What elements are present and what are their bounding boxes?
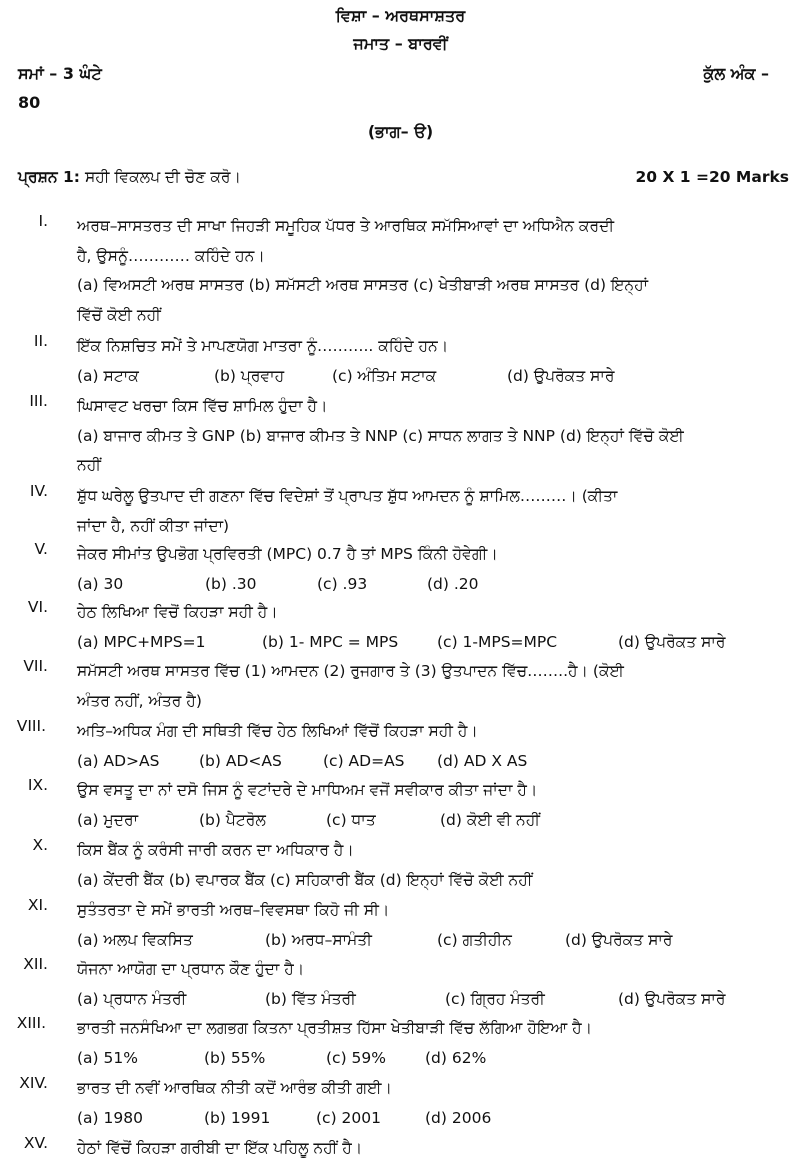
question-number: XIII. bbox=[16, 1014, 46, 1032]
question-text-line: ਜੇਕਰ ਸੀਮਾਂਤ ਉਪਭੋਗ ਪ੍ਰਵਿਰਤੀ (MPC) 0.7 ਹੈ ਤਾਂ MPS ਕਿੰਨੀ ਹੋਵੇਗੀ। bbox=[77, 545, 498, 563]
option-item: (b) ਪੈਟਰੋਲ bbox=[199, 810, 266, 829]
option-item: (c) ਧਾਤ bbox=[326, 810, 376, 829]
question-text-line: ਹੇਠਾਂ ਵਿੱਚੋਂ ਕਿਹੜਾ ਗਰੀਬੀ ਦਾ ਇੱਕ ਪਹਿਲੂ ਨਹੀਂ ਹੈ। bbox=[77, 1139, 363, 1157]
option-item: (b) 1991 bbox=[204, 1108, 271, 1127]
total-marks-value: 80 bbox=[18, 93, 41, 112]
section-prompt-text: ਸਹੀ ਵਿਕਲਪ ਦੀ ਚੋਣ ਕਰੋ। bbox=[84, 168, 241, 186]
option-item: (d) .20 bbox=[427, 574, 479, 593]
question-text-line: ਯੋਜਨਾ ਆਯੋਗ ਦਾ ਪ੍ਰਧਾਨ ਕੌਣ ਹੁੰਦਾ ਹੈ। bbox=[77, 960, 305, 978]
option-item: (c) 1-MPS=MPC bbox=[437, 632, 558, 651]
question-text-line: ਘਿਸਾਵਟ ਖਰਚਾ ਕਿਸ ਵਿੱਚ ਸ਼ਾਮਿਲ ਹੁੰਦਾ ਹੈ। bbox=[77, 397, 328, 415]
question-number: X. bbox=[32, 836, 48, 854]
option-item: (d) ਉਪਰੋਕਤ ਸਾਰੇ bbox=[507, 366, 615, 385]
question-number: IX. bbox=[27, 776, 48, 794]
option-item: (a) ਮੁਦਰਾ bbox=[77, 810, 139, 829]
option-item: (c) .93 bbox=[317, 574, 368, 593]
option-line: (a) ਕੇਂਦਰੀ ਬੈਂਕ (b) ਵਪਾਰਕ ਬੈਂਕ (c) ਸਹਿਕਾਰੀ ਬੈਂਕ (d) ਇਨ੍ਹਾਂ ਵਿੱਚੋ ਕੋਈ ਨਹੀਂ bbox=[77, 870, 533, 889]
question-text-line: ਅੰਤਰ ਨਹੀਂ, ਅੰਤਰ ਹੈ) bbox=[77, 691, 202, 710]
option-item: (c) ਅੰਤਿਮ ਸਟਾਕ bbox=[332, 366, 437, 385]
question-number: XIV. bbox=[19, 1074, 48, 1092]
option-item: (b) 1- MPC = MPS bbox=[262, 632, 399, 651]
subject-heading: ਵਿਸ਼ਾ – ਅਰਥਸਾਸ਼ਤਰ bbox=[335, 6, 466, 25]
option-item: (d) 62% bbox=[425, 1048, 487, 1067]
question-number: III. bbox=[29, 392, 48, 410]
option-item: (a) 30 bbox=[77, 574, 124, 593]
time-label: ਸਮਾਂ – 3 ਘੰਟੇ bbox=[18, 64, 102, 83]
question-text-line: ਉਸ ਵਸਤੂ ਦਾ ਨਾਂ ਦਸੋ ਜਿਸ ਨੂੰ ਵਟਾਂਦਰੇ ਦੇ ਮਾਧਿਅਮ ਵਜੋਂ ਸਵੀਕਾਰ ਕੀਤਾ ਜਾਂਦਾ ਹੈ। bbox=[77, 781, 538, 799]
question-text-line: ਜਾਂਦਾ ਹੈ, ਨਹੀਂ ਕੀਤਾ ਜਾਂਦਾ) bbox=[77, 516, 230, 535]
option-item: (a) ਅਲਪ ਵਿਕਸਿਤ bbox=[77, 930, 193, 949]
option-item: (c) AD=AS bbox=[323, 751, 405, 770]
question-text-line: ਇੱਕ ਨਿਸ਼ਚਿਤ ਸਮੇਂ ਤੇ ਮਾਪਣਯੋਗ ਮਾਤਰਾ ਨੂੰ……….. ਕਹਿੰਦੇ ਹਨ। bbox=[77, 337, 449, 355]
section-marks: 20 X 1 =20 Marks bbox=[635, 168, 789, 186]
question-number: V. bbox=[34, 540, 48, 558]
class-heading: ਜਮਾਤ – ਬਾਰਵੀਂ bbox=[353, 34, 448, 53]
option-item: (d) ਕੋਈ ਵੀ ਨਹੀਂ bbox=[440, 810, 540, 829]
question-number: XV. bbox=[23, 1134, 48, 1152]
question-text-line: ਕਿਸ ਬੈਂਕ ਨੂੰ ਕਰੰਸੀ ਜਾਰੀ ਕਰਨ ਦਾ ਅਧਿਕਾਰ ਹੈ। bbox=[77, 841, 354, 859]
question-text-line: ਸ਼ੁੱਧ ਘਰੇਲੂ ਉਤਪਾਦ ਦੀ ਗਣਨਾ ਵਿੱਚ ਵਿਦੇਸ਼ਾਂ ਤੋਂ ਪ੍ਰਾਪਤ ਸ਼ੁੱਧ ਆਮਦਨ ਨੂੰ ਸ਼ਾਮਿਲ………। (ਕੀਤਾ bbox=[77, 487, 618, 505]
question-number: XII. bbox=[23, 955, 48, 973]
section-prompt-prefix: ਪ੍ਰਸ਼ਨ 1: bbox=[18, 168, 80, 186]
question-number: I. bbox=[38, 212, 48, 230]
question-number: VIII. bbox=[16, 717, 46, 735]
question-text-line: ਭਾਰਤ ਦੀ ਨਵੀਂ ਆਰਥਿਕ ਨੀਤੀ ਕਦੋਂ ਆਰੰਭ ਕੀਤੀ ਗਈ। bbox=[77, 1079, 392, 1097]
question-text-line: ਸਮੱਸਟੀ ਅਰਥ ਸਾਸਤਰ ਵਿੱਚ (1) ਆਮਦਨ (2) ਰੁਜਗਾਰ ਤੇ (3) ਉਤਪਾਦਨ ਵਿੱਚ……..ਹੈ। (ਕੋਈ bbox=[77, 662, 624, 680]
part-heading: (ਭਾਗ– ੳ) bbox=[367, 122, 434, 141]
question-text-line: ਹੇਠ ਲਿਖਿਆ ਵਿਚੋਂ ਕਿਹੜਾ ਸਹੀ ਹੈ। bbox=[77, 603, 278, 621]
option-item: (b) ਵਿੱਤ ਮੰਤਰੀ bbox=[265, 989, 356, 1008]
option-line: (a) ਵਿਅਸਟੀ ਅਰਥ ਸਾਸਤਰ (b) ਸਮੱਸਟੀ ਅਰਥ ਸਾਸਤਰ (c) ਖੇਤੀਬਾੜੀ ਅਰਥ ਸਾਸਤਰ (d) ਇਨ੍ਹਾਂ bbox=[77, 276, 649, 294]
option-item: (b) ਪ੍ਰਵਾਹ bbox=[214, 366, 285, 385]
option-item: (d) AD X AS bbox=[437, 751, 528, 770]
option-line: (a) ਬਾਜਾਰ ਕੀਮਤ ਤੇ GNP (b) ਬਾਜਾਰ ਕੀਮਤ ਤੇ NNP (c) ਸਾਧਨ ਲਾਗਤ ਤੇ NNP (d) ਇਨ੍ਹਾਂ ਵਿੱਚੋ ਕੋਈ bbox=[77, 426, 684, 445]
option-item: (a) ਪ੍ਰਧਾਨ ਮੰਤਰੀ bbox=[77, 989, 187, 1008]
option-item: (c) ਗ੍ਰਿਹ ਮੰਤਰੀ bbox=[445, 989, 545, 1008]
option-item: (a) ਸਟਾਕ bbox=[77, 366, 139, 385]
option-item: (d) ਉਪਰੋਕਤ ਸਾਰੇ bbox=[565, 930, 673, 949]
option-item: (a) 51% bbox=[77, 1048, 138, 1067]
option-item: (b) AD<AS bbox=[199, 751, 282, 770]
section-prompt bbox=[18, 168, 241, 187]
question-number: XI. bbox=[27, 896, 48, 914]
option-item: (b) 55% bbox=[204, 1048, 266, 1067]
option-item: (a) MPC+MPS=1 bbox=[77, 632, 206, 651]
option-item: (a) 1980 bbox=[77, 1108, 143, 1127]
question-number: VI. bbox=[27, 598, 48, 616]
question-text-line: ਸੁਤੰਤਰਤਾ ਦੇ ਸਮੇਂ ਭਾਰਤੀ ਅਰਥ–ਵਿਵਸਥਾ ਕਿਹੋ ਜੀ ਸੀ। bbox=[77, 901, 390, 919]
question-number: II. bbox=[33, 332, 48, 350]
question-text-line: ਅਰਥ–ਸਾਸਤਰਤ ਦੀ ਸਾਖਾ ਜਿਹੜੀ ਸਮੂਹਿਕ ਪੱਧਰ ਤੇ ਆਰਥਿਕ ਸਮੱਸਿਆਵਾਂ ਦਾ ਅਧਿਐਨ ਕਰਦੀ bbox=[77, 217, 615, 235]
total-marks-label: ਕੁੱਲ ਅੰਕ – bbox=[703, 64, 769, 83]
option-item: (b) .30 bbox=[205, 574, 257, 593]
option-item: (d) ਉਪਰੋਕਤ ਸਾਰੇ bbox=[618, 632, 726, 651]
option-line: ਵਿੱਚੋਂ ਕੋਈ ਨਹੀਂ bbox=[77, 305, 161, 324]
option-item: (a) AD>AS bbox=[77, 751, 160, 770]
option-item: (b) ਅਰਧ–ਸਾਮੰਤੀ bbox=[265, 930, 372, 949]
option-item: (c) ਗਤੀਹੀਨ bbox=[437, 930, 512, 949]
option-item: (c) 59% bbox=[326, 1048, 386, 1067]
option-line: ਨਹੀਂ bbox=[77, 456, 101, 474]
option-item: (c) 2001 bbox=[316, 1108, 381, 1127]
question-text-line: ਹੈ, ਉਸਨੂੰ………… ਕਹਿੰਦੇ ਹਨ। bbox=[77, 246, 265, 265]
question-text-line: ਅਤਿ–ਅਧਿਕ ਮੰਗ ਦੀ ਸਥਿਤੀ ਵਿੱਚ ਹੇਠ ਲਿਖਿਆਂ ਵਿੱਚੋਂ ਕਿਹੜਾ ਸਹੀ ਹੈ। bbox=[77, 722, 478, 740]
option-item: (d) 2006 bbox=[425, 1108, 492, 1127]
question-number: VII. bbox=[23, 657, 48, 675]
option-item: (d) ਉਪਰੋਕਤ ਸਾਰੇ bbox=[618, 989, 726, 1008]
question-number: IV. bbox=[29, 482, 48, 500]
question-text-line: ਭਾਰਤੀ ਜਨਸੰਖਿਆ ਦਾ ਲਗਭਗ ਕਿਤਨਾ ਪ੍ਰਤੀਸ਼ਤ ਹਿੱਸਾ ਖੇਤੀਬਾੜੀ ਵਿੱਚ ਲੱਗਿਆ ਹੋਇਆ ਹੈ। bbox=[77, 1019, 593, 1037]
